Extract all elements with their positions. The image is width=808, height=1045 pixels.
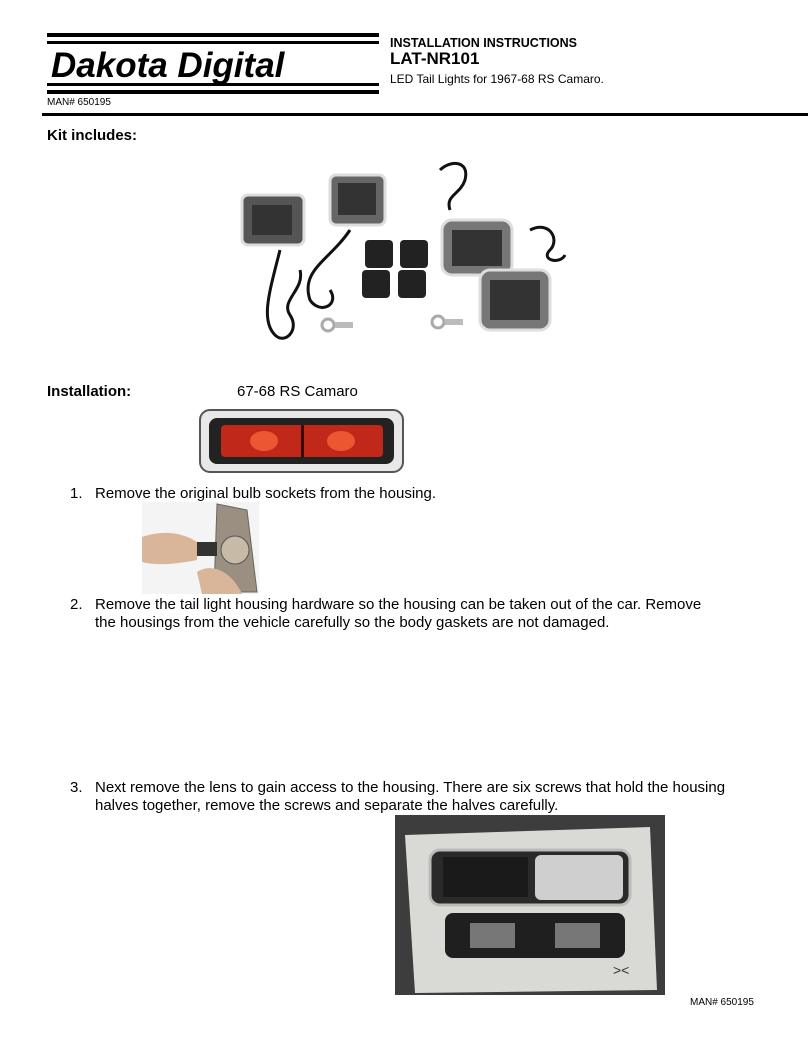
part-number: LAT-NR101	[390, 49, 480, 68]
manual-number-bottom: MAN# 650195	[690, 997, 754, 1008]
kit-contents-photo	[230, 150, 590, 360]
doc-kicker: INSTALLATION INSTRUCTIONS	[390, 36, 578, 50]
step-text-line-2: the housings from the vehicle carefully so the body gaskets are not damaged.	[95, 614, 610, 631]
step-2	[70, 596, 770, 636]
manual-number-top: MAN# 650195	[47, 97, 111, 108]
svg-text:><: ><	[613, 962, 630, 978]
step-text-line-1: Remove the tail light housing hardware so the housing can be taken out of the car. Remove	[95, 596, 702, 613]
tail-lens-photo	[199, 409, 404, 473]
step-number: 3.	[70, 779, 83, 796]
housing-halves-photo	[395, 815, 665, 995]
kit-includes-heading: Kit includes:	[47, 127, 138, 144]
dakota-digital-logo	[47, 33, 379, 97]
brand-text: Dakota Digital	[51, 46, 285, 85]
step-text-line-1: Next remove the lens to gain access to the housing. There are six screws that hold the housing	[95, 779, 726, 796]
header-rule	[42, 113, 808, 116]
step-3	[70, 779, 780, 819]
installation-heading: Installation:	[47, 383, 132, 400]
step-number: 1.	[70, 485, 83, 502]
bulb-socket-removal-photo	[142, 502, 259, 594]
product-description: LED Tail Lights for 1967-68 RS Camaro.	[390, 72, 604, 86]
installation-model: 67-68 RS Camaro	[237, 383, 358, 400]
step-text: Remove the original bulb sockets from the housing.	[95, 485, 437, 502]
step-text-line-2: halves together, remove the screws and separate the halves carefully.	[95, 797, 559, 814]
step-number: 2.	[70, 596, 83, 613]
